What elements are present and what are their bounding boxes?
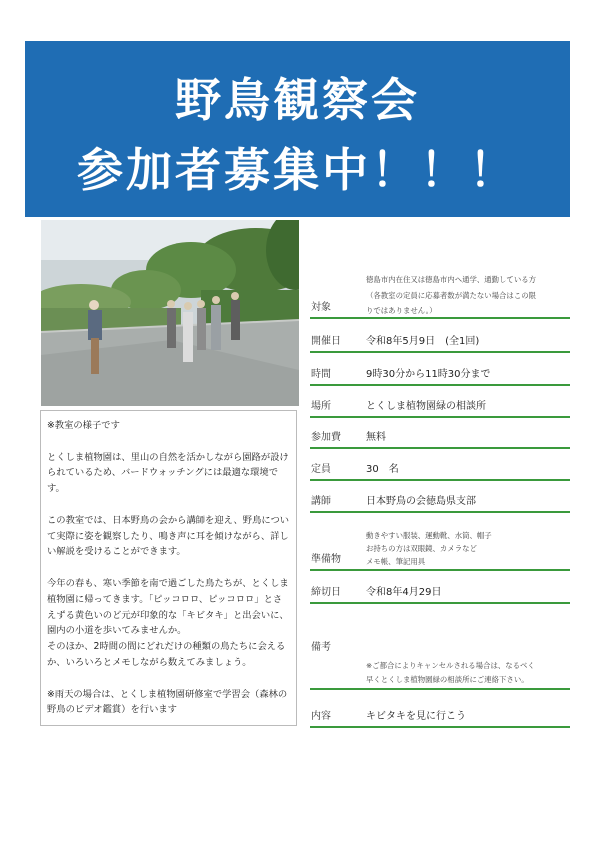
info-row-items [310, 513, 570, 571]
photo-caption: ※教室の様子です [47, 420, 120, 431]
place-label: 場所 [311, 401, 331, 412]
description-paragraph-3: 今年の春も、寒い季節を南で過ごした鳥たちが、とくしま植物園に帰ってきます。「ピッコロロ、ピッコロロ」とさえずる黄色いのど元が印象的な「キビタキ」と出会いに、園内の小道を歩いてみませんか。 [47, 577, 289, 637]
date-label: 開催日 [311, 336, 341, 347]
notes-line-1: ※ご都合によりキャンセルされる場合は、なるべく [366, 661, 535, 670]
info-row-fee [310, 418, 570, 449]
info-row-notes [310, 604, 570, 690]
deadline-label: 締切日 [311, 587, 341, 598]
capacity-label: 定員 [311, 464, 331, 475]
info-row-lecturer [310, 481, 570, 513]
title-line-1: 野鳥観察会 [175, 73, 420, 127]
lecturer-label: 講師 [311, 496, 331, 507]
description-box [40, 410, 297, 726]
title-line-2: 参加者募集中！！！ [77, 143, 518, 197]
place-value: とくしま植物園緑の相談所 [366, 401, 486, 412]
title-banner [25, 41, 570, 217]
notes-line-2: 早くとくしま植物園緑の相談所にご連絡下さい。 [366, 675, 529, 684]
capacity-value: 30 名 [366, 464, 399, 475]
info-row-deadline [310, 571, 570, 604]
content-label: 内容 [311, 711, 331, 722]
time-value: 9時30分から11時30分まで [366, 369, 491, 380]
target-line-1: 徳島市内在住又は徳島市内へ通学、通勤している方 [366, 275, 536, 284]
info-row-content [310, 690, 570, 728]
photo-birdwatchers-icon [41, 220, 299, 406]
target-label: 対象 [311, 302, 331, 313]
description-paragraph-1: とくしま植物園は、里山の自然を活かしながら園路が設けられているため、バードウォッチングには最適な環境です。 [47, 451, 289, 495]
description-paragraph-4: そのほか、2時間の間にどれだけの種類の鳥たちに会えるか、いろいろとメモしながら数えてみましょう。 [47, 641, 286, 668]
info-row-date [310, 317, 570, 353]
date-value: 令和8年5月9日 (全1回) [366, 336, 480, 347]
deadline-value: 令和8年4月29日 [366, 587, 442, 598]
info-row-time [310, 353, 570, 386]
fee-label: 参加費 [311, 432, 341, 443]
info-row-capacity [310, 449, 570, 481]
info-row-target [310, 260, 570, 319]
description-paragraph-2: この教室では、日本野鳥の会から講師を迎え、野鳥について実際に姿を観察したり、鳴き声に耳を傾けながら、詳しい解説を受けることができます。 [47, 514, 290, 558]
items-line-1: 動きやすい服装、運動靴、水筒、帽子 [366, 531, 492, 540]
fee-value: 無料 [366, 432, 386, 443]
description-paragraph-5: ※雨天の場合は、とくしま植物園研修室で学習会（森林の野鳥のビデオ鑑賞）を行います [47, 688, 288, 716]
target-line-2: （各教室の定員に応募者数が満たない場合はこの限 [366, 291, 536, 300]
items-line-2: お持ちの方は双眼鏡、カメラなど [366, 544, 477, 553]
content-value: キビタキを見に行こう [366, 711, 466, 722]
info-row-place [310, 386, 570, 418]
target-line-3: りではありません。） [366, 306, 437, 315]
items-label: 準備物 [311, 554, 341, 565]
time-label: 時間 [311, 369, 331, 380]
event-photo [41, 220, 299, 406]
lecturer-value: 日本野鳥の会徳島県支部 [366, 496, 476, 507]
items-line-3: メモ帳、筆記用具 [366, 557, 426, 566]
notes-label: 備考 [311, 642, 331, 653]
